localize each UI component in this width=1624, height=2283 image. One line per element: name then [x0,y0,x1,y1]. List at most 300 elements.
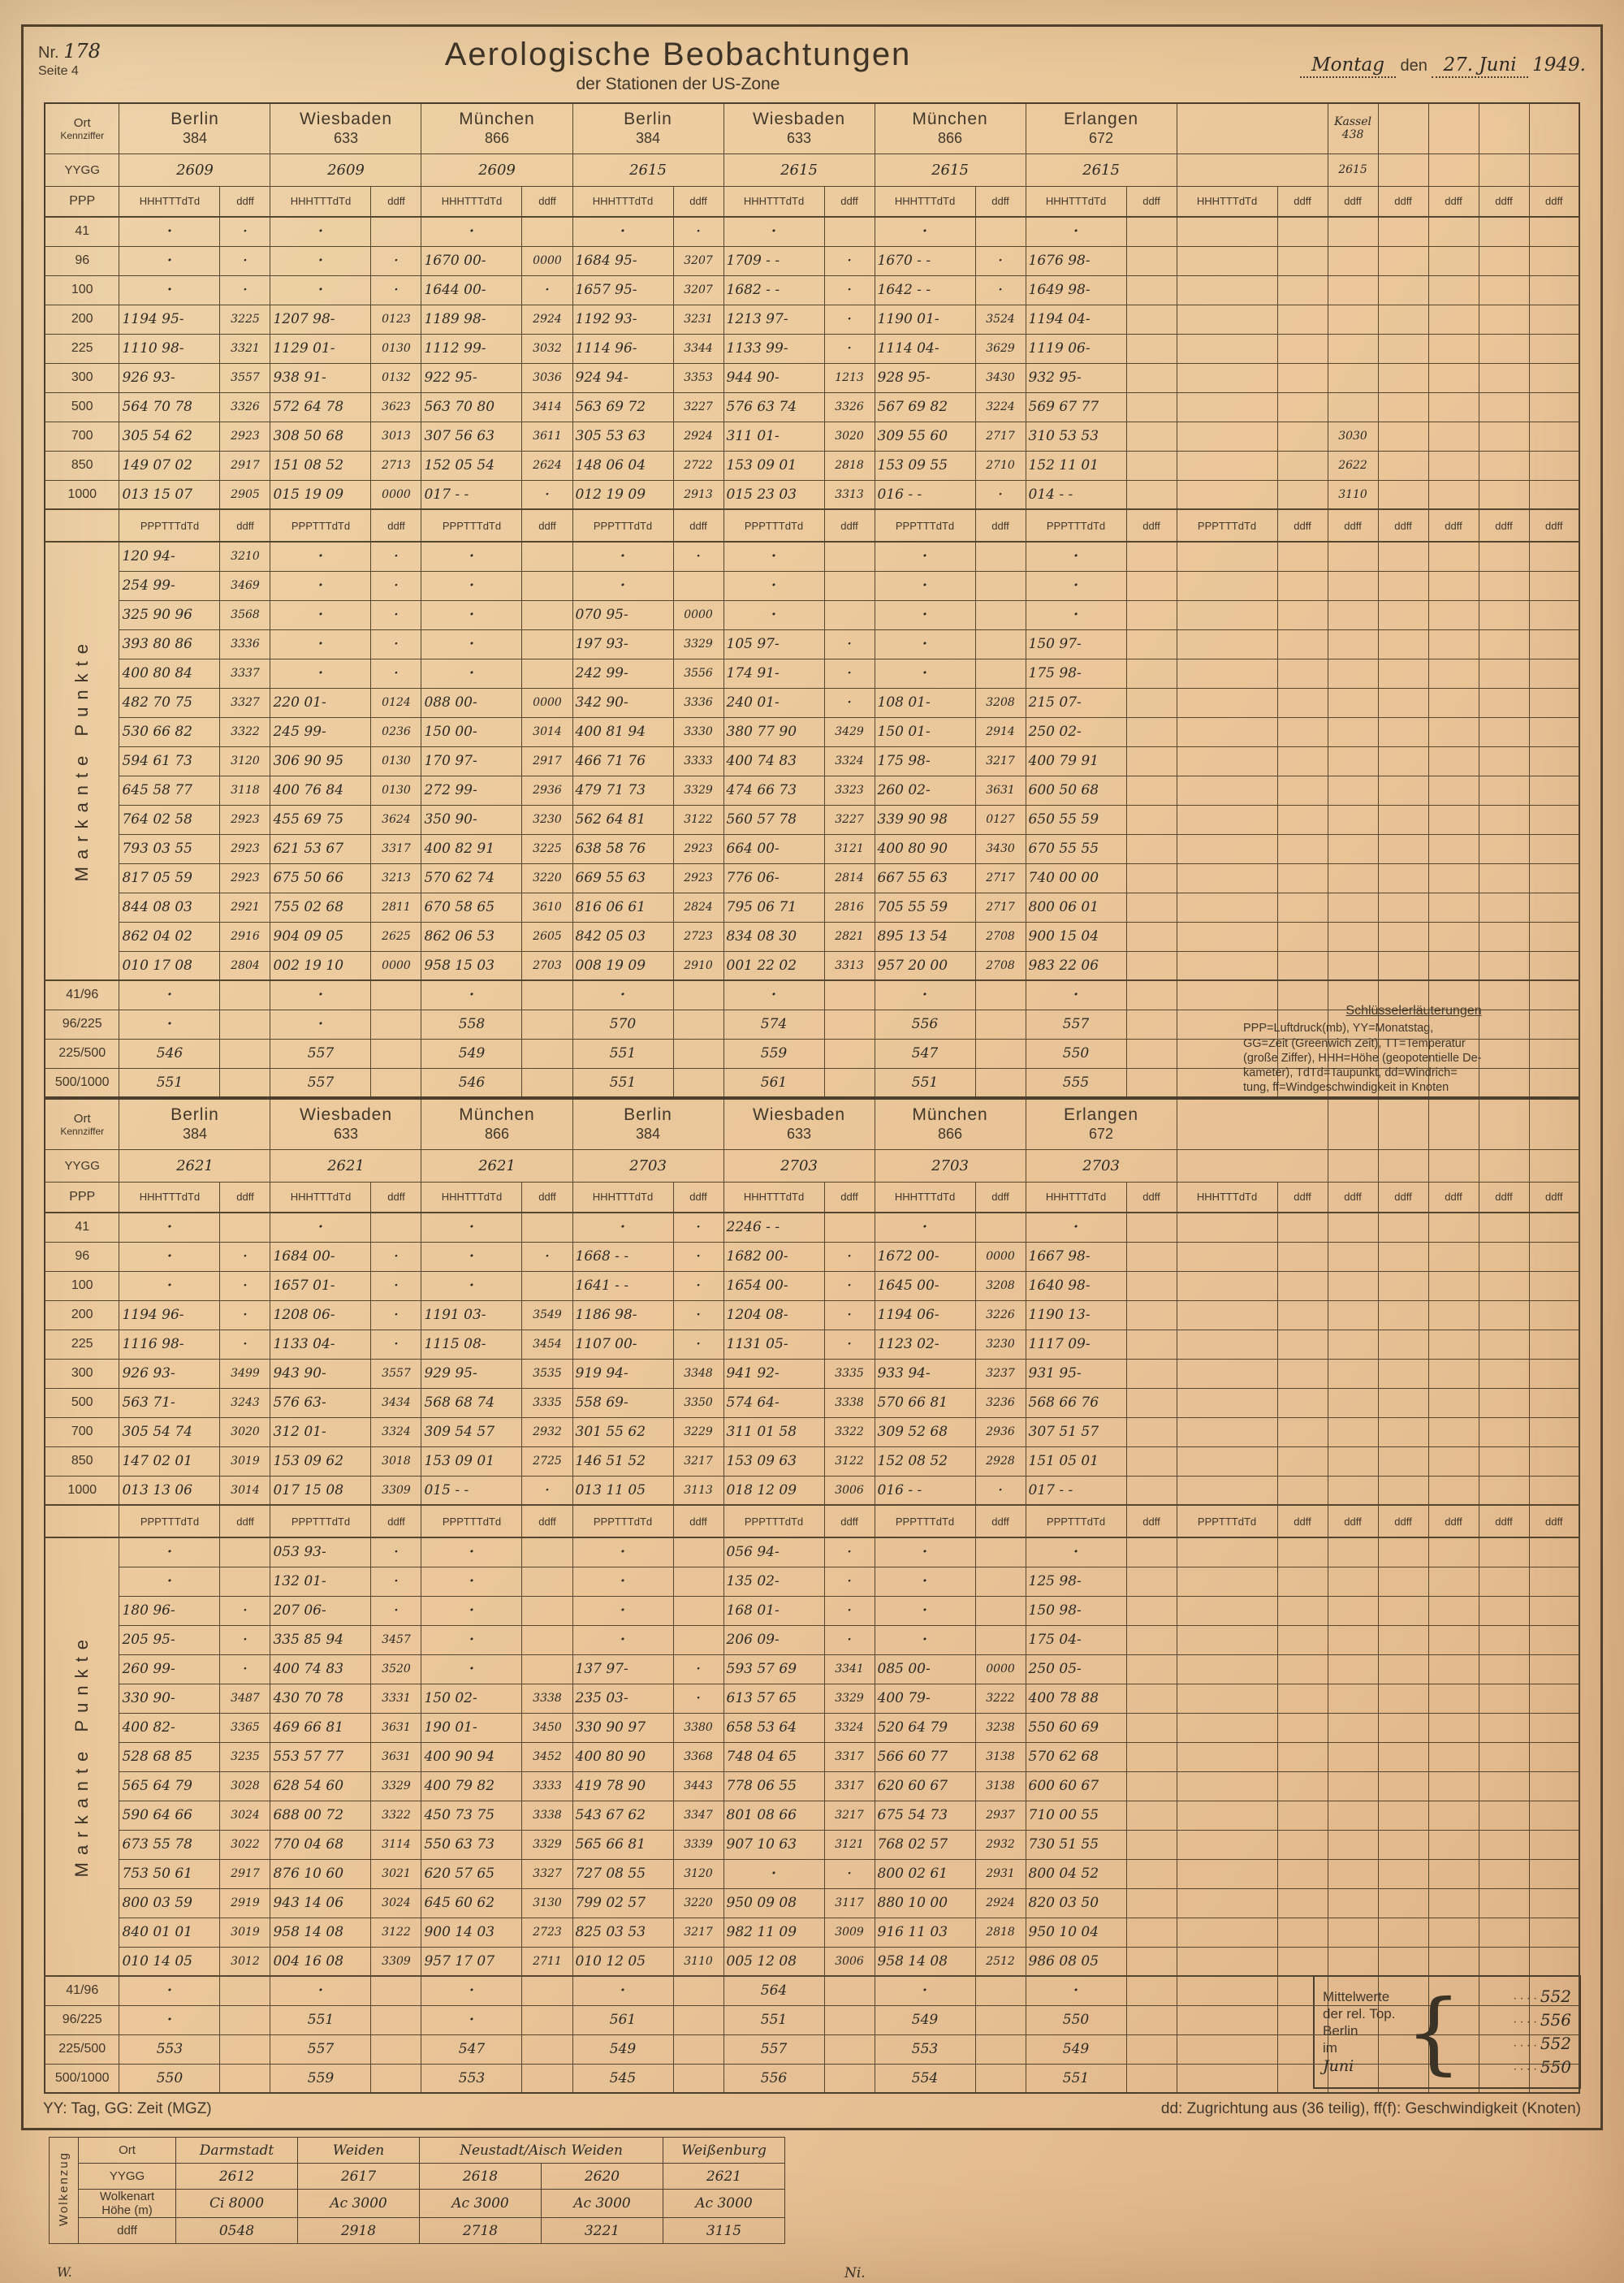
value-cell: 1133 04- [270,1330,371,1359]
ddff-cell: · [220,1330,270,1359]
pressure-level-label: 96 [45,1242,119,1271]
extra-ddff-cell [1479,1830,1529,1859]
ddff-cell [1126,334,1177,363]
ddff-cell [1277,217,1328,246]
ddff-cell [1277,275,1328,305]
station-header [1026,1099,1177,1149]
ddff-cell: 3329 [522,1830,572,1859]
extra-ddff-cell [1529,1596,1579,1625]
extra-column-header: ddff [1428,509,1479,542]
extra-ddff-cell [1479,659,1529,688]
value-cell: · [875,542,975,571]
extra-ddff-cell [1378,305,1428,334]
value-cell: · [1026,980,1126,1010]
pressure-row [45,1242,1579,1271]
ddff-cell: · [522,480,572,509]
value-cell [1177,1596,1277,1625]
ddff-cell [975,1039,1026,1068]
ddff-cell: · [371,542,421,571]
value-cell: 944 90- [723,363,824,392]
markante-row [45,746,1579,776]
extra-ddff-cell [1479,951,1529,980]
ddff-cell: 2924 [522,305,572,334]
ddff-cell: 2703 [522,951,572,980]
ddff-cell: · [673,1684,723,1713]
wolkenzug-wolkenart-value: Ci 8000 [176,2190,298,2218]
value-cell: 150 02- [421,1684,522,1713]
ddff-cell: 3329 [371,1771,421,1801]
extra-ddff-cell [1428,571,1479,600]
ddff-cell: 3022 [220,1830,270,1859]
value-cell: 147 02 01 [119,1446,220,1476]
extra-column-header: ddff [1529,1182,1579,1213]
value-cell: 568 66 76 [1026,1388,1126,1417]
ddff-cell: 3006 [824,1947,875,1976]
markante-punkte-label [45,1537,119,1976]
markante-row [45,1625,1579,1654]
ddff-cell [1126,1039,1177,1068]
extra-ddff-cell [1378,451,1428,480]
value-cell: 1684 00- [270,1242,371,1271]
value-cell: 816 06 61 [572,893,673,922]
yygg-label: YYGG [45,1149,119,1182]
pressure-level-label: 1000 [45,480,119,509]
ddff-cell [1277,1446,1328,1476]
column-header-main: PPPTTTdTd [572,509,673,542]
extra-yygg-cell [1479,153,1529,186]
ddff-note: dd: Zugrichtung aus (36 teilig), ff(f): Geschwindigkeit (Knoten) [1160,2100,1581,2117]
extra-ddff-cell [1529,629,1579,659]
value-cell: 310 53 53 [1026,422,1126,451]
value-cell: 547 [875,1039,975,1068]
ddff-cell [1277,1417,1328,1446]
station-header [572,103,723,153]
value-cell: 551 [1026,2064,1126,2093]
ratio-label: 96/225 [45,1010,119,1039]
ddff-cell [522,1976,572,2005]
ddff-cell [1126,834,1177,863]
pressure-level-label: 225 [45,334,119,363]
ddff-cell [1126,1713,1177,1742]
ddff-cell: 3335 [522,1388,572,1417]
value-cell [1177,2005,1277,2034]
extra-ddff-cell [1479,1213,1529,1242]
column-header-ddff: ddff [1277,1182,1328,1213]
wolkenzug-yygg-value: 2612 [176,2164,298,2190]
extra-ddff-cell [1378,542,1428,571]
pressure-row [45,334,1579,363]
value-cell: 1682 - - [723,275,824,305]
value-cell: 008 19 09 [572,951,673,980]
value-cell: 862 04 02 [119,922,220,951]
value-cell: 645 60 62 [421,1888,522,1918]
observations-second-half [32,1098,1592,2094]
extra-ddff-cell [1428,542,1479,571]
value-cell: 1207 98- [270,305,371,334]
ddff-cell [1126,1801,1177,1830]
mittelwerte-value: · · · · 552 [1468,1985,1571,2008]
column-header-ddff: ddff [371,1505,421,1537]
ddff-cell: 3557 [371,1359,421,1388]
ddff-cell [371,2064,421,2093]
pressure-row [45,392,1579,422]
value-cell: 1676 98- [1026,246,1126,275]
ddff-cell [1126,659,1177,688]
extra-ddff-cell [1479,275,1529,305]
value-cell: 727 08 55 [572,1859,673,1888]
ddff-cell [1126,363,1177,392]
column-header-main: PPPTTTdTd [723,1505,824,1537]
value-cell: 748 04 65 [723,1742,824,1771]
ddff-cell [1126,2034,1177,2064]
value-cell: 466 71 76 [572,746,673,776]
extra-ddff-cell [1428,1918,1479,1947]
extra-ddff-cell [1328,805,1378,834]
column-header-ddff: ddff [1126,1505,1177,1537]
extra-ddff-cell [1378,1271,1428,1300]
ddff-cell: 2811 [371,893,421,922]
ddff-cell [1126,776,1177,805]
ddff-cell [1126,1537,1177,1567]
ddff-cell [522,1625,572,1654]
ddff-cell: 2936 [975,1417,1026,1446]
extra-ddff-cell [1428,305,1479,334]
ddff-cell [1277,422,1328,451]
extra-ddff-cell [1428,422,1479,451]
value-cell: 943 14 06 [270,1888,371,1918]
ddff-cell: 3009 [824,1918,875,1947]
value-cell: 943 90- [270,1359,371,1388]
station-name: Wiesbaden [752,1105,846,1125]
extra-ddff-cell [1529,1388,1579,1417]
markante-row [45,951,1579,980]
markante-row [45,717,1579,746]
ddff-cell: 0000 [975,1242,1026,1271]
value-cell: 840 01 01 [119,1918,220,1947]
value-cell: · [119,217,220,246]
value-cell: 148 06 04 [572,451,673,480]
value-cell [1177,922,1277,951]
ddff-cell: 2916 [220,922,270,951]
value-cell: 834 08 30 [723,922,824,951]
extra-column-header: ddff [1328,509,1378,542]
ddff-cell: 2924 [975,1888,1026,1918]
extra-column-header: ddff [1428,1505,1479,1537]
ddff-cell: 3611 [522,422,572,451]
ddff-cell: 2928 [975,1446,1026,1476]
extra-ddff-cell [1529,363,1579,392]
ddff-cell [220,2064,270,2093]
ddff-cell: · [824,305,875,334]
value-cell: 520 64 79 [875,1713,975,1742]
extra-ddff-cell [1529,746,1579,776]
value-cell: 755 02 68 [270,893,371,922]
ddff-cell [1277,363,1328,392]
pressure-row [45,1388,1579,1417]
wolkenzug-row [50,2218,785,2244]
value-cell: 558 69- [572,1388,673,1417]
extra-ddff-cell [1479,422,1529,451]
yygg-value: 2621 [119,1149,270,1182]
extra-ddff-cell [1479,629,1529,659]
extra-column-header: ddff [1328,1505,1378,1537]
value-cell [1177,1271,1277,1300]
value-cell: 305 54 74 [119,1417,220,1446]
ddff-cell [1126,805,1177,834]
ddff-cell [1126,1742,1177,1771]
ddff-cell: 3629 [975,334,1026,363]
ddff-cell [1277,1596,1328,1625]
ddff-cell: 3333 [522,1771,572,1801]
column-header-main: PPPTTTdTd [1177,1505,1277,1537]
extra-ddff-cell [1428,392,1479,422]
ort-kennziffer-label [45,1099,119,1149]
extra-station-cell [1328,103,1378,153]
wolkenzug-ddff-value: 2718 [420,2218,542,2244]
ddff-cell [220,1010,270,1039]
extra-ddff-cell [1479,1888,1529,1918]
value-cell: 553 [875,2034,975,2064]
column-header-main: HHHTTTdTd [1177,1182,1277,1213]
station-number: 384 [182,1126,207,1143]
kennziffer-label: Kennziffer [60,129,105,141]
value-cell: 400 74 83 [723,746,824,776]
value-cell: 308 50 68 [270,422,371,451]
ddff-cell [1277,1918,1328,1947]
ddff-cell: 3118 [220,776,270,805]
extra-yygg-cell [1378,1149,1428,1182]
ddff-cell [1126,1567,1177,1596]
pressure-level-label: 700 [45,1417,119,1446]
ddff-cell [975,1537,1026,1567]
value-cell: 550 60 69 [1026,1713,1126,1742]
pressure-level-label: 1000 [45,1476,119,1505]
ddff-cell [673,1039,723,1068]
extra-ddff-cell [1479,688,1529,717]
value-cell: 549 [572,2034,673,2064]
ddff-cell [1126,1476,1177,1505]
yygg-value: 2615 [1026,153,1177,186]
markante-row [45,805,1579,834]
ddff-cell: 3230 [975,1330,1026,1359]
extra-ddff-cell [1529,1476,1579,1505]
value-cell: 553 [119,2034,220,2064]
ddff-cell: 2924 [673,422,723,451]
ddff-cell: 3344 [673,334,723,363]
extra-ddff-cell [1428,1417,1479,1446]
wolkenzug-ort-value: Darmstadt [176,2138,298,2164]
form-frame [21,24,1603,2130]
value-cell: 235 03- [572,1684,673,1713]
extra-column-header: ddff [1378,1182,1428,1213]
ddff-cell [1277,1713,1328,1742]
ddff-cell: 3222 [975,1684,1026,1713]
value-cell: 1657 95- [572,275,673,305]
extra-ddff-cell [1479,1242,1529,1271]
station-header-row [45,1099,1579,1149]
extra-ddff-cell [1479,1300,1529,1330]
value-cell: 574 [723,1010,824,1039]
station-name: Berlin [171,1105,219,1125]
wolkenzug-ort-row [50,2138,785,2164]
column-header-ddff: ddff [522,186,572,217]
ddff-cell: 3024 [220,1801,270,1830]
ddff-cell [1277,863,1328,893]
pressure-level-label: 850 [45,451,119,480]
value-cell [1177,1567,1277,1596]
ddff-cell: 3313 [824,951,875,980]
value-cell [1177,717,1277,746]
station-number: 866 [484,130,510,147]
ddff-cell [975,542,1026,571]
extra-ddff-cell [1378,1213,1428,1242]
ddff-cell [371,1976,421,2005]
ddff-cell: 0000 [975,1654,1026,1684]
mittelwerte-box [1313,1975,1581,2089]
extra-ddff-cell [1378,1918,1428,1947]
column-header-ddff: ddff [824,509,875,542]
mittelwerte-labels [1323,1988,1395,2077]
value-cell: 938 91- [270,363,371,392]
value-cell: 013 15 07 [119,480,220,509]
value-cell: 688 00 72 [270,1801,371,1830]
extra-ddff-cell [1328,659,1378,688]
value-cell: 572 64 78 [270,392,371,422]
ddff-cell [673,2005,723,2034]
ddff-cell [522,1537,572,1567]
extra-ddff-cell [1529,1713,1579,1742]
column-header-main: HHHTTTdTd [572,1182,673,1213]
ddff-cell: 3207 [673,246,723,275]
value-cell: 1192 93- [572,305,673,334]
extra-ddff-cell: 2622 [1328,451,1378,480]
value-cell: 550 [1026,2005,1126,2034]
column-header-ddff: ddff [220,509,270,542]
ddff-cell: 3365 [220,1713,270,1742]
value-cell: 730 51 55 [1026,1830,1126,1859]
value-cell: · [723,217,824,246]
value-cell: 400 82- [119,1713,220,1742]
value-cell: 658 53 64 [723,1713,824,1742]
value-cell: 152 08 52 [875,1446,975,1476]
value-cell: 564 70 78 [119,392,220,422]
value-cell: 546 [119,1039,220,1068]
extra-ddff-cell [1479,1330,1529,1359]
value-cell: 568 68 74 [421,1388,522,1417]
value-cell: 015 19 09 [270,480,371,509]
ddff-cell [371,980,421,1010]
wolkenzug-vertical-label [50,2138,79,2244]
value-cell: 558 [421,1010,522,1039]
column-header-ddff: ddff [220,1182,270,1213]
value-cell [1177,746,1277,776]
value-cell: 014 - - [1026,480,1126,509]
wolkenzug-wolkenart-value: Ac 3000 [420,2190,542,2218]
value-cell [1177,805,1277,834]
column-header-main: PPPTTTdTd [875,1505,975,1537]
mittelwerte-line: der rel. Top. [1323,2005,1396,2021]
value-cell: 018 12 09 [723,1476,824,1505]
ddff-cell: · [824,246,875,275]
value-cell: 1640 98- [1026,1271,1126,1300]
station-header-empty [1177,1099,1328,1149]
ddff-cell: · [371,659,421,688]
extra-ddff-cell [1529,922,1579,951]
ddff-cell: 3208 [975,688,1026,717]
ddff-cell: 3210 [220,542,270,571]
ddff-cell: 3028 [220,1771,270,1801]
ddff-cell: 3430 [975,834,1026,863]
value-cell: 455 69 75 [270,805,371,834]
ddff-cell [1126,1388,1177,1417]
ddff-cell: 3329 [824,1684,875,1713]
ddff-cell [824,1068,875,1097]
ppp-label: PPP [45,1182,119,1213]
value-cell: 900 14 03 [421,1918,522,1947]
ddff-cell [522,571,572,600]
extra-yygg-cell [1378,153,1428,186]
extra-ddff-cell [1529,305,1579,334]
value-cell: 710 00 55 [1026,1801,1126,1830]
extra-ddff-cell [1428,834,1479,863]
extra-ddff-cell [1328,1567,1378,1596]
extra-ddff-cell [1328,717,1378,746]
page-subtitle: der Stationen der US-Zone [576,75,780,93]
ddff-cell [1277,1888,1328,1918]
ddff-cell: 3336 [673,688,723,717]
extra-ddff-cell [1328,1271,1378,1300]
value-cell [1177,542,1277,571]
ddff-cell [1277,1859,1328,1888]
ddff-cell [371,2034,421,2064]
wolkenzug-yygg-value: 2617 [298,2164,420,2190]
ddff-cell [1126,1625,1177,1654]
markante-punkte-label [45,542,119,980]
wolkenzug-ddff-value: 3115 [663,2218,785,2244]
ddff-cell [975,1625,1026,1654]
ddff-cell: 2723 [522,1918,572,1947]
ratio-label: 41/96 [45,1976,119,2005]
ddff-cell: 3208 [975,1271,1026,1300]
markante-row [45,1742,1579,1771]
extra-ddff-cell [1378,1446,1428,1476]
extra-ddff-cell [1328,1625,1378,1654]
value-cell: 664 00- [723,834,824,863]
ddff-cell: 3012 [220,1947,270,1976]
extra-column-header: ddff [1479,1505,1529,1537]
extra-ddff-cell [1378,1654,1428,1684]
extra-ddff-cell [1328,542,1378,571]
ddff-cell: 0132 [371,363,421,392]
ddff-cell [1277,334,1328,363]
value-cell: 1649 98- [1026,275,1126,305]
ddff-cell: 3353 [673,363,723,392]
value-cell: 958 14 08 [875,1947,975,1976]
blank-label [45,1505,119,1537]
ddff-cell: 3226 [975,1300,1026,1330]
ddff-cell: · [975,1476,1026,1505]
yygg-value: 2615 [875,153,1026,186]
ddff-cell [1126,1271,1177,1300]
ddff-cell: · [371,1567,421,1596]
ddff-cell [673,1010,723,1039]
column-header-ddff: ddff [824,1182,875,1213]
schluesselerlaeuterungen-note [1243,1003,1584,1095]
value-cell: 1654 00- [723,1271,824,1300]
value-cell: 547 [421,2034,522,2064]
ddff-cell: · [522,1242,572,1271]
value-cell: · [119,1242,220,1271]
